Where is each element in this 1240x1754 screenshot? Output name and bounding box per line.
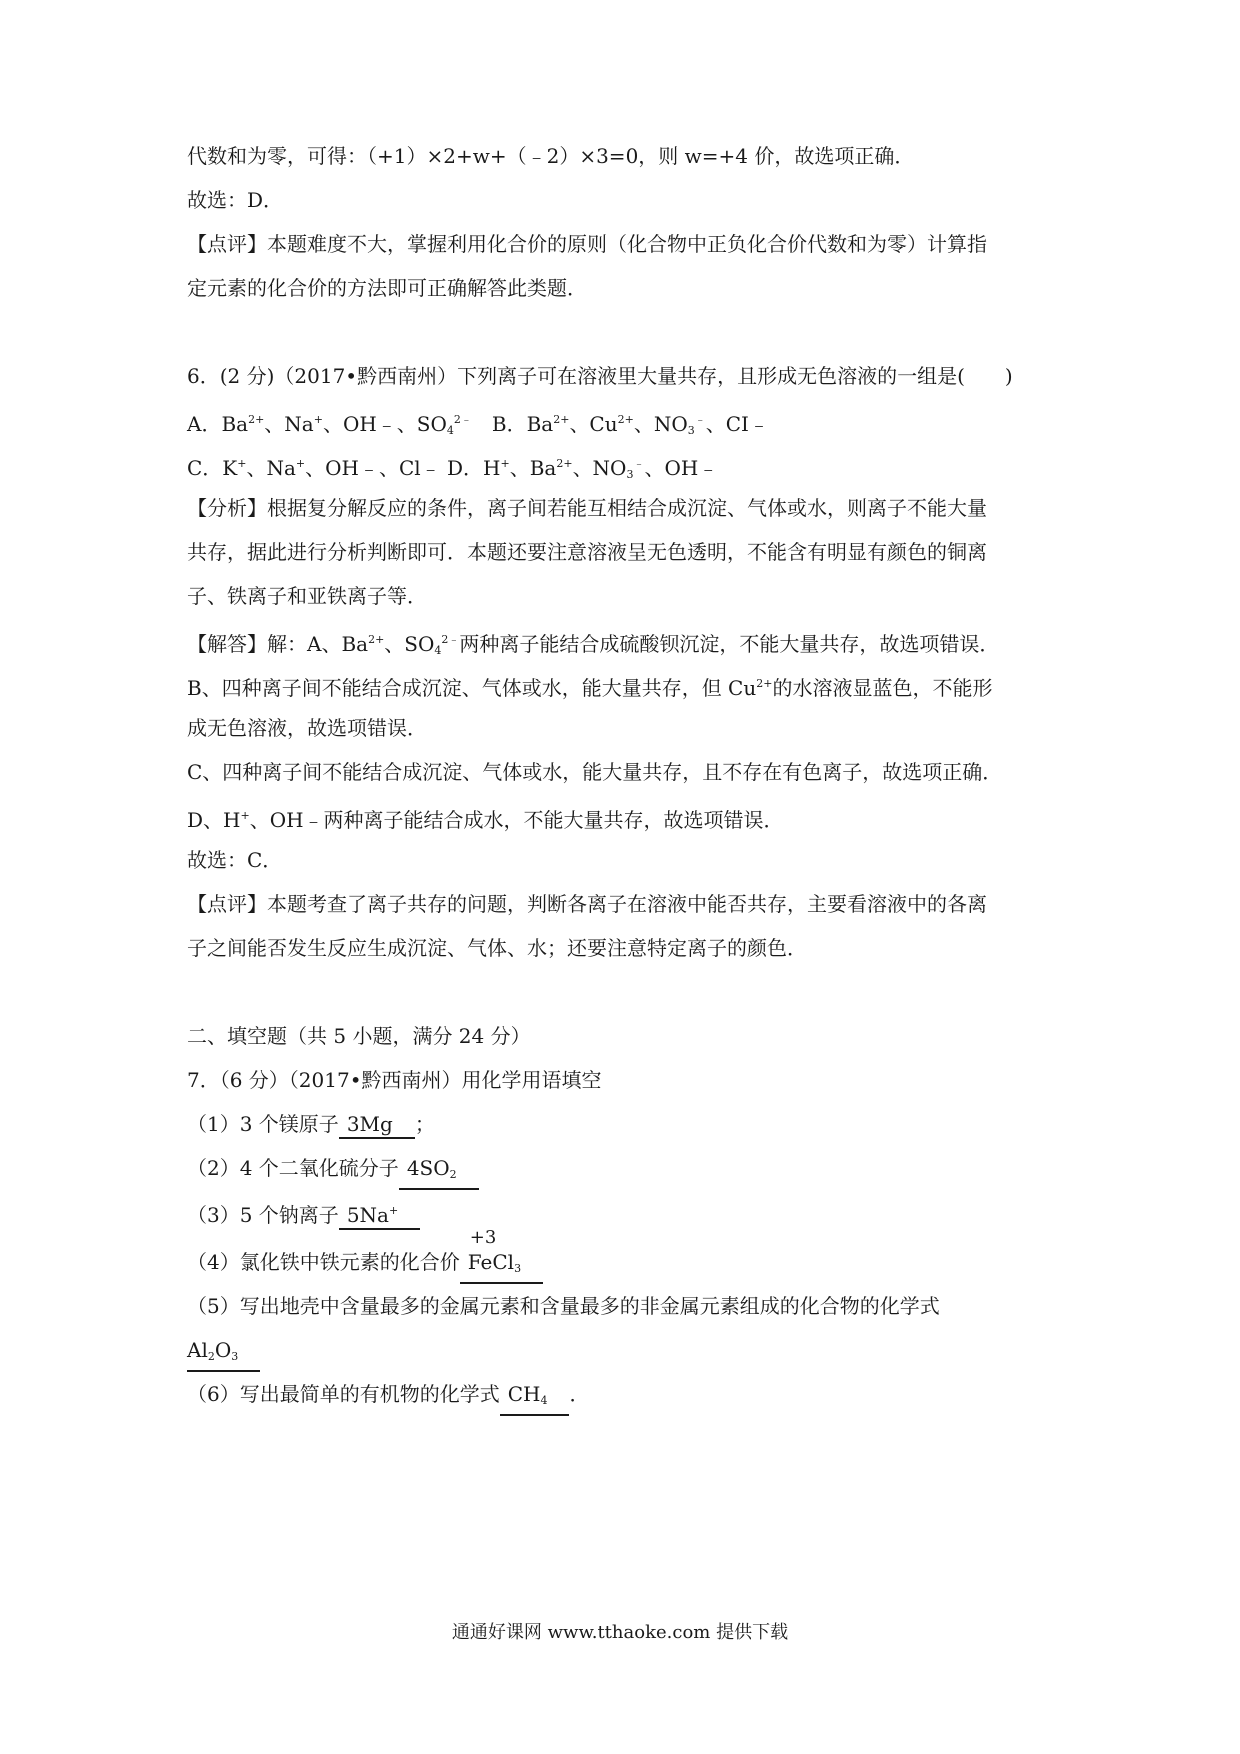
answer-line: [187, 670, 992, 702]
text: 5Na: [346, 1203, 389, 1227]
fill-blank-5: [187, 1336, 260, 1372]
page-footer: 通通好课网 www.tthaoke.com 提供下载: [451, 1622, 789, 1643]
sub: 4: [434, 644, 442, 657]
q6-options-cd: [187, 450, 718, 489]
sub: 4: [446, 424, 454, 437]
sup: 2+: [556, 457, 573, 470]
text: O: [214, 1338, 232, 1362]
text: Fe: [467, 1250, 493, 1274]
text: 、Na: [246, 456, 296, 480]
text: 、Cu: [569, 412, 618, 436]
sup: +: [313, 413, 323, 426]
text: 的水溶液显蓝色，不能形: [772, 676, 993, 700]
text: 、OH﹣、SO: [322, 412, 447, 436]
sup: +: [295, 457, 306, 470]
text-line: 代数和为零，可得：（+1）×2+w+（﹣2）×3=0，则 w=+4 价，故选项正确．: [187, 144, 915, 168]
text: B．Ba: [471, 412, 554, 436]
text: 、Ba: [509, 456, 557, 480]
answer-blank: [460, 1227, 543, 1284]
question-7: 7．（6 分）（2017•黔西南州）用化学用语填空: [187, 1068, 602, 1092]
sup: +: [388, 1204, 399, 1217]
text: （3）5 个钠离子: [187, 1203, 339, 1227]
text: Al: [187, 1338, 208, 1362]
text-line: 【点评】本题难度不大，掌握利用化合价的原则（化合物中正负化合价代数和为零）计算指: [187, 232, 987, 256]
text: （4）氯化铁中铁元素的化合价: [187, 1250, 460, 1274]
sub: 3: [231, 1350, 239, 1363]
text: 、NO: [633, 412, 688, 436]
fill-blank-2: [187, 1154, 479, 1190]
answer-blank: [187, 1337, 260, 1372]
text: C．K: [187, 456, 238, 480]
fill-blank-4: [187, 1227, 543, 1284]
text: 、OH﹣: [644, 456, 719, 480]
sub: 3: [626, 468, 634, 481]
text: （1）3 个镁原子: [187, 1112, 339, 1136]
text: CH: [507, 1382, 541, 1406]
text: Cl: [492, 1250, 515, 1274]
fill-blank-3: [187, 1198, 420, 1230]
sup: 2+: [553, 413, 570, 426]
answer-blank: [399, 1155, 479, 1190]
text: ．: [569, 1382, 590, 1406]
sup: +: [240, 809, 250, 822]
text: D、H: [187, 808, 241, 832]
text-line: 【分析】根据复分解反应的条件，离子间若能互相结合成沉淀、气体或水，则离子不能大量: [187, 496, 987, 520]
answer-blank: [500, 1381, 570, 1416]
text: A．Ba: [187, 412, 249, 436]
text-line: （5）写出地壳中含量最多的金属元素和含量最多的非金属元素组成的化合物的化学式: [187, 1294, 940, 1318]
text: 、NO: [572, 456, 627, 480]
text: 两种离子能结合成硫酸钡沉淀，不能大量共存，故选项错误．: [459, 632, 1000, 656]
sub: 3: [687, 424, 695, 437]
text-line: 故选：D．: [187, 188, 284, 212]
text-line: C、四种离子间不能结合成沉淀、气体或水，能大量共存，且不存在有色离子，故选项正确．: [187, 760, 1003, 784]
text: 、SO: [384, 632, 435, 656]
text-line: 子之间能否发生反应生成沉淀、气体、水；还要注意特定离子的颜色．: [187, 936, 807, 960]
text: （6）写出最简单的有机物的化学式: [187, 1382, 500, 1406]
sub: 4: [540, 1394, 548, 1407]
iron-symbol: [467, 1227, 497, 1275]
question-6: 6．(2 分)（2017•黔西南州）下列离子可在溶液里大量共存，且形成无色溶液的一组是( ): [187, 364, 1013, 388]
text: 、Na: [264, 412, 314, 436]
answer-blank: 3Mg: [339, 1111, 415, 1139]
text: （2）4 个二氧化硫分子: [187, 1156, 399, 1180]
text-line: 子、铁离子和亚铁离子等．: [187, 584, 427, 608]
sup: 2+: [248, 413, 265, 426]
sup: +: [500, 457, 510, 470]
sup: 2﹣: [441, 633, 460, 646]
q6-options-ab: [187, 406, 769, 445]
text: 、OH﹣两种离子能结合成水，不能大量共存，故选项错误．: [249, 808, 784, 832]
sub: 2: [449, 1168, 457, 1181]
answer-line: [187, 626, 999, 665]
text: ；: [414, 1112, 435, 1136]
valence-mark: +3: [469, 1227, 497, 1248]
sup: ﹣: [633, 457, 645, 470]
answer-line: [187, 802, 784, 834]
text-line: 定元素的化合价的方法即可正确解答此类题．: [187, 276, 587, 300]
text: 、CI﹣: [705, 412, 769, 436]
sup: 2+: [617, 413, 634, 426]
fill-blank-6: [187, 1380, 589, 1416]
sub: 2: [207, 1350, 215, 1363]
sup: ﹣: [694, 413, 706, 426]
text-line: 成无色溶液，故选项错误．: [187, 716, 427, 740]
text: 、OH﹣、Cl﹣ D．H: [305, 456, 501, 480]
answer-blank: [339, 1198, 420, 1230]
text: 4SO: [406, 1156, 450, 1180]
sup: 2﹣: [453, 413, 472, 426]
section-heading: 二、填空题（共 5 小题，满分 24 分）: [187, 1024, 531, 1048]
text: 【解答】解：A、Ba: [187, 632, 369, 656]
sup: 2+: [756, 677, 773, 690]
text-line: 故选：C．: [187, 848, 283, 872]
fill-blank-1: [187, 1110, 435, 1139]
text-line: 【点评】本题考查了离子共存的问题，判断各离子在溶液中能否共存，主要看溶液中的各离: [187, 892, 987, 916]
text-line: 共存，据此进行分析判断即可．本题还要注意溶液呈无色透明，不能含有明显有颜色的铜离: [187, 540, 987, 564]
sub: 3: [514, 1262, 522, 1275]
sup: 2+: [368, 633, 385, 646]
text: B、四种离子间不能结合成沉淀、气体或水，能大量共存，但 Cu: [187, 676, 757, 700]
sup: +: [237, 457, 247, 470]
